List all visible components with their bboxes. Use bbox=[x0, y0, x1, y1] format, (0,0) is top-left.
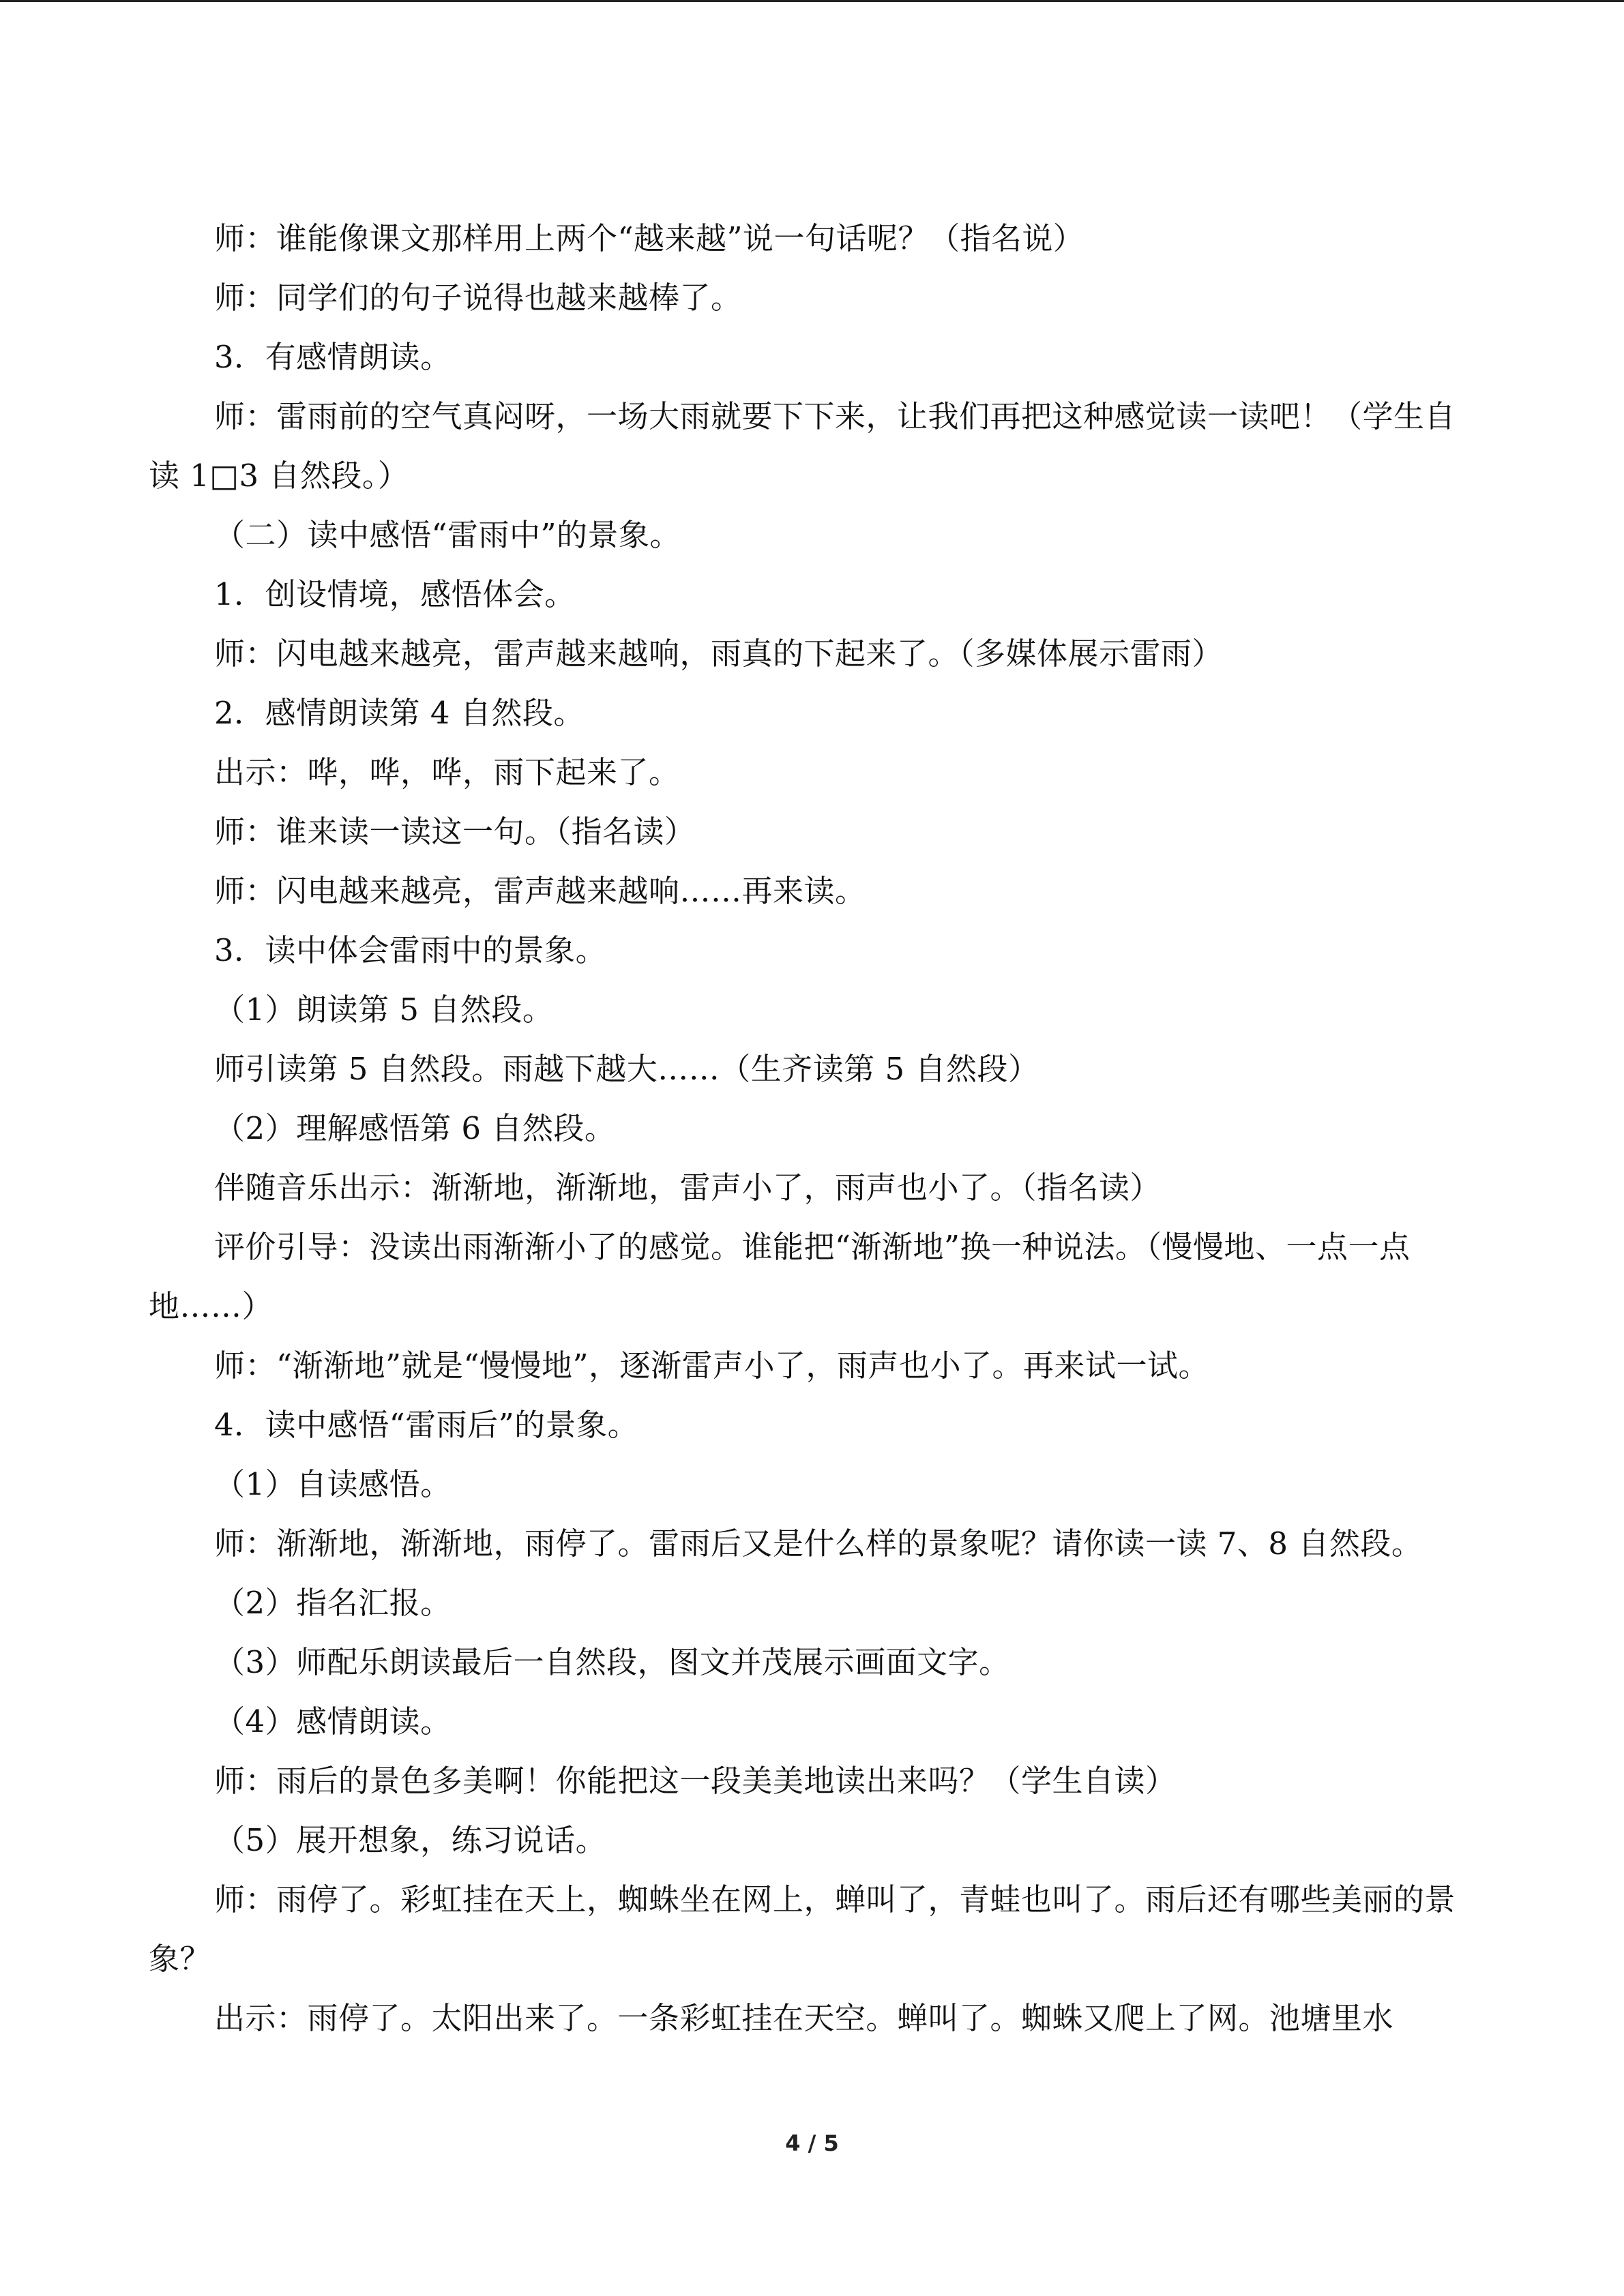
paragraph: 师：雨停了。彩虹挂在天上，蜘蛛坐在网上，蝉叫了，青蛙也叫了。雨后还有哪些美丽的景象？ bbox=[149, 1881, 1456, 1977]
paragraph: 师：渐渐地，渐渐地，雨停了。雷雨后又是什么样的景象呢？请你读一读 7、8 自然段。 bbox=[214, 1525, 1423, 1562]
section-heading: （二）读中感悟“雷雨中”的景象。 bbox=[214, 517, 681, 553]
paragraph: （4）感情朗读。 bbox=[214, 1703, 452, 1740]
paragraph: （5）展开想象，练习说话。 bbox=[214, 1822, 607, 1858]
paragraph: （1）自读感悟。 bbox=[214, 1466, 452, 1502]
paragraph: 师：“渐渐地”就是“慢慢地”，逐渐雷声小了，雨声也小了。再来试一试。 bbox=[214, 1347, 1210, 1384]
paragraph: （2）指名汇报。 bbox=[214, 1585, 452, 1621]
paragraph: 伴随音乐出示：渐渐地，渐渐地，雷声小了，雨声也小了。（指名读） bbox=[214, 1169, 1162, 1206]
paragraph: 1．创设情境，感悟体会。 bbox=[214, 576, 576, 612]
paragraph: （3）师配乐朗读最后一自然段，图文并茂展示画面文字。 bbox=[214, 1644, 1010, 1680]
paragraph: （1）朗读第 5 自然段。 bbox=[214, 992, 554, 1028]
page-number: 4 / 5 bbox=[785, 2130, 839, 2156]
paragraph: 师：雷雨前的空气真闷呀，一场大雨就要下下来，让我们再把这种感觉读一读吧！（学生自读 1□3 自然段。） bbox=[149, 398, 1456, 494]
paragraph: 师：闪电越来越亮，雷声越来越响，雨真的下起来了。（多媒体展示雷雨） bbox=[214, 636, 1224, 672]
paragraph: 师：谁来读一读这一句。（指名读） bbox=[214, 814, 696, 850]
paragraph: 4．读中感悟“雷雨后”的景象。 bbox=[214, 1407, 639, 1443]
paragraph: 师：雨后的景色多美啊！你能把这一段美美地读出来吗？（学生自读） bbox=[214, 1763, 1177, 1799]
paragraph: 师：闪电越来越亮，雷声越来越响……再来读。 bbox=[214, 873, 866, 909]
paragraph: 3．有感情朗读。 bbox=[214, 339, 452, 375]
paragraph: 师：同学们的句子说得也越来越棒了。 bbox=[214, 280, 742, 316]
paragraph: 师引读第 5 自然段。雨越下越大……（生齐读第 5 自然段） bbox=[214, 1051, 1039, 1087]
paragraph: 2．感情朗读第 4 自然段。 bbox=[214, 695, 585, 731]
paragraph: 3．读中体会雷雨中的景象。 bbox=[214, 932, 607, 968]
top-border-line bbox=[0, 0, 1624, 2]
paragraph: 评价引导：没读出雨渐渐小了的感觉。谁能把“渐渐地”换一种说法。（慢慢地、一点一点地……） bbox=[149, 1229, 1411, 1324]
paragraph: 出示：哗，哗，哗，雨下起来了。 bbox=[214, 754, 680, 790]
paragraph: 出示：雨停了。太阳出来了。一条彩虹挂在天空。蝉叫了。蜘蛛又爬上了网。池塘里水 bbox=[214, 2000, 1394, 2036]
paragraph: （2）理解感悟第 6 自然段。 bbox=[214, 1110, 616, 1146]
document-body bbox=[149, 209, 1472, 2048]
paragraph: 师：谁能像课文那样用上两个“越来越”说一句话呢？（指名说） bbox=[214, 220, 1084, 256]
